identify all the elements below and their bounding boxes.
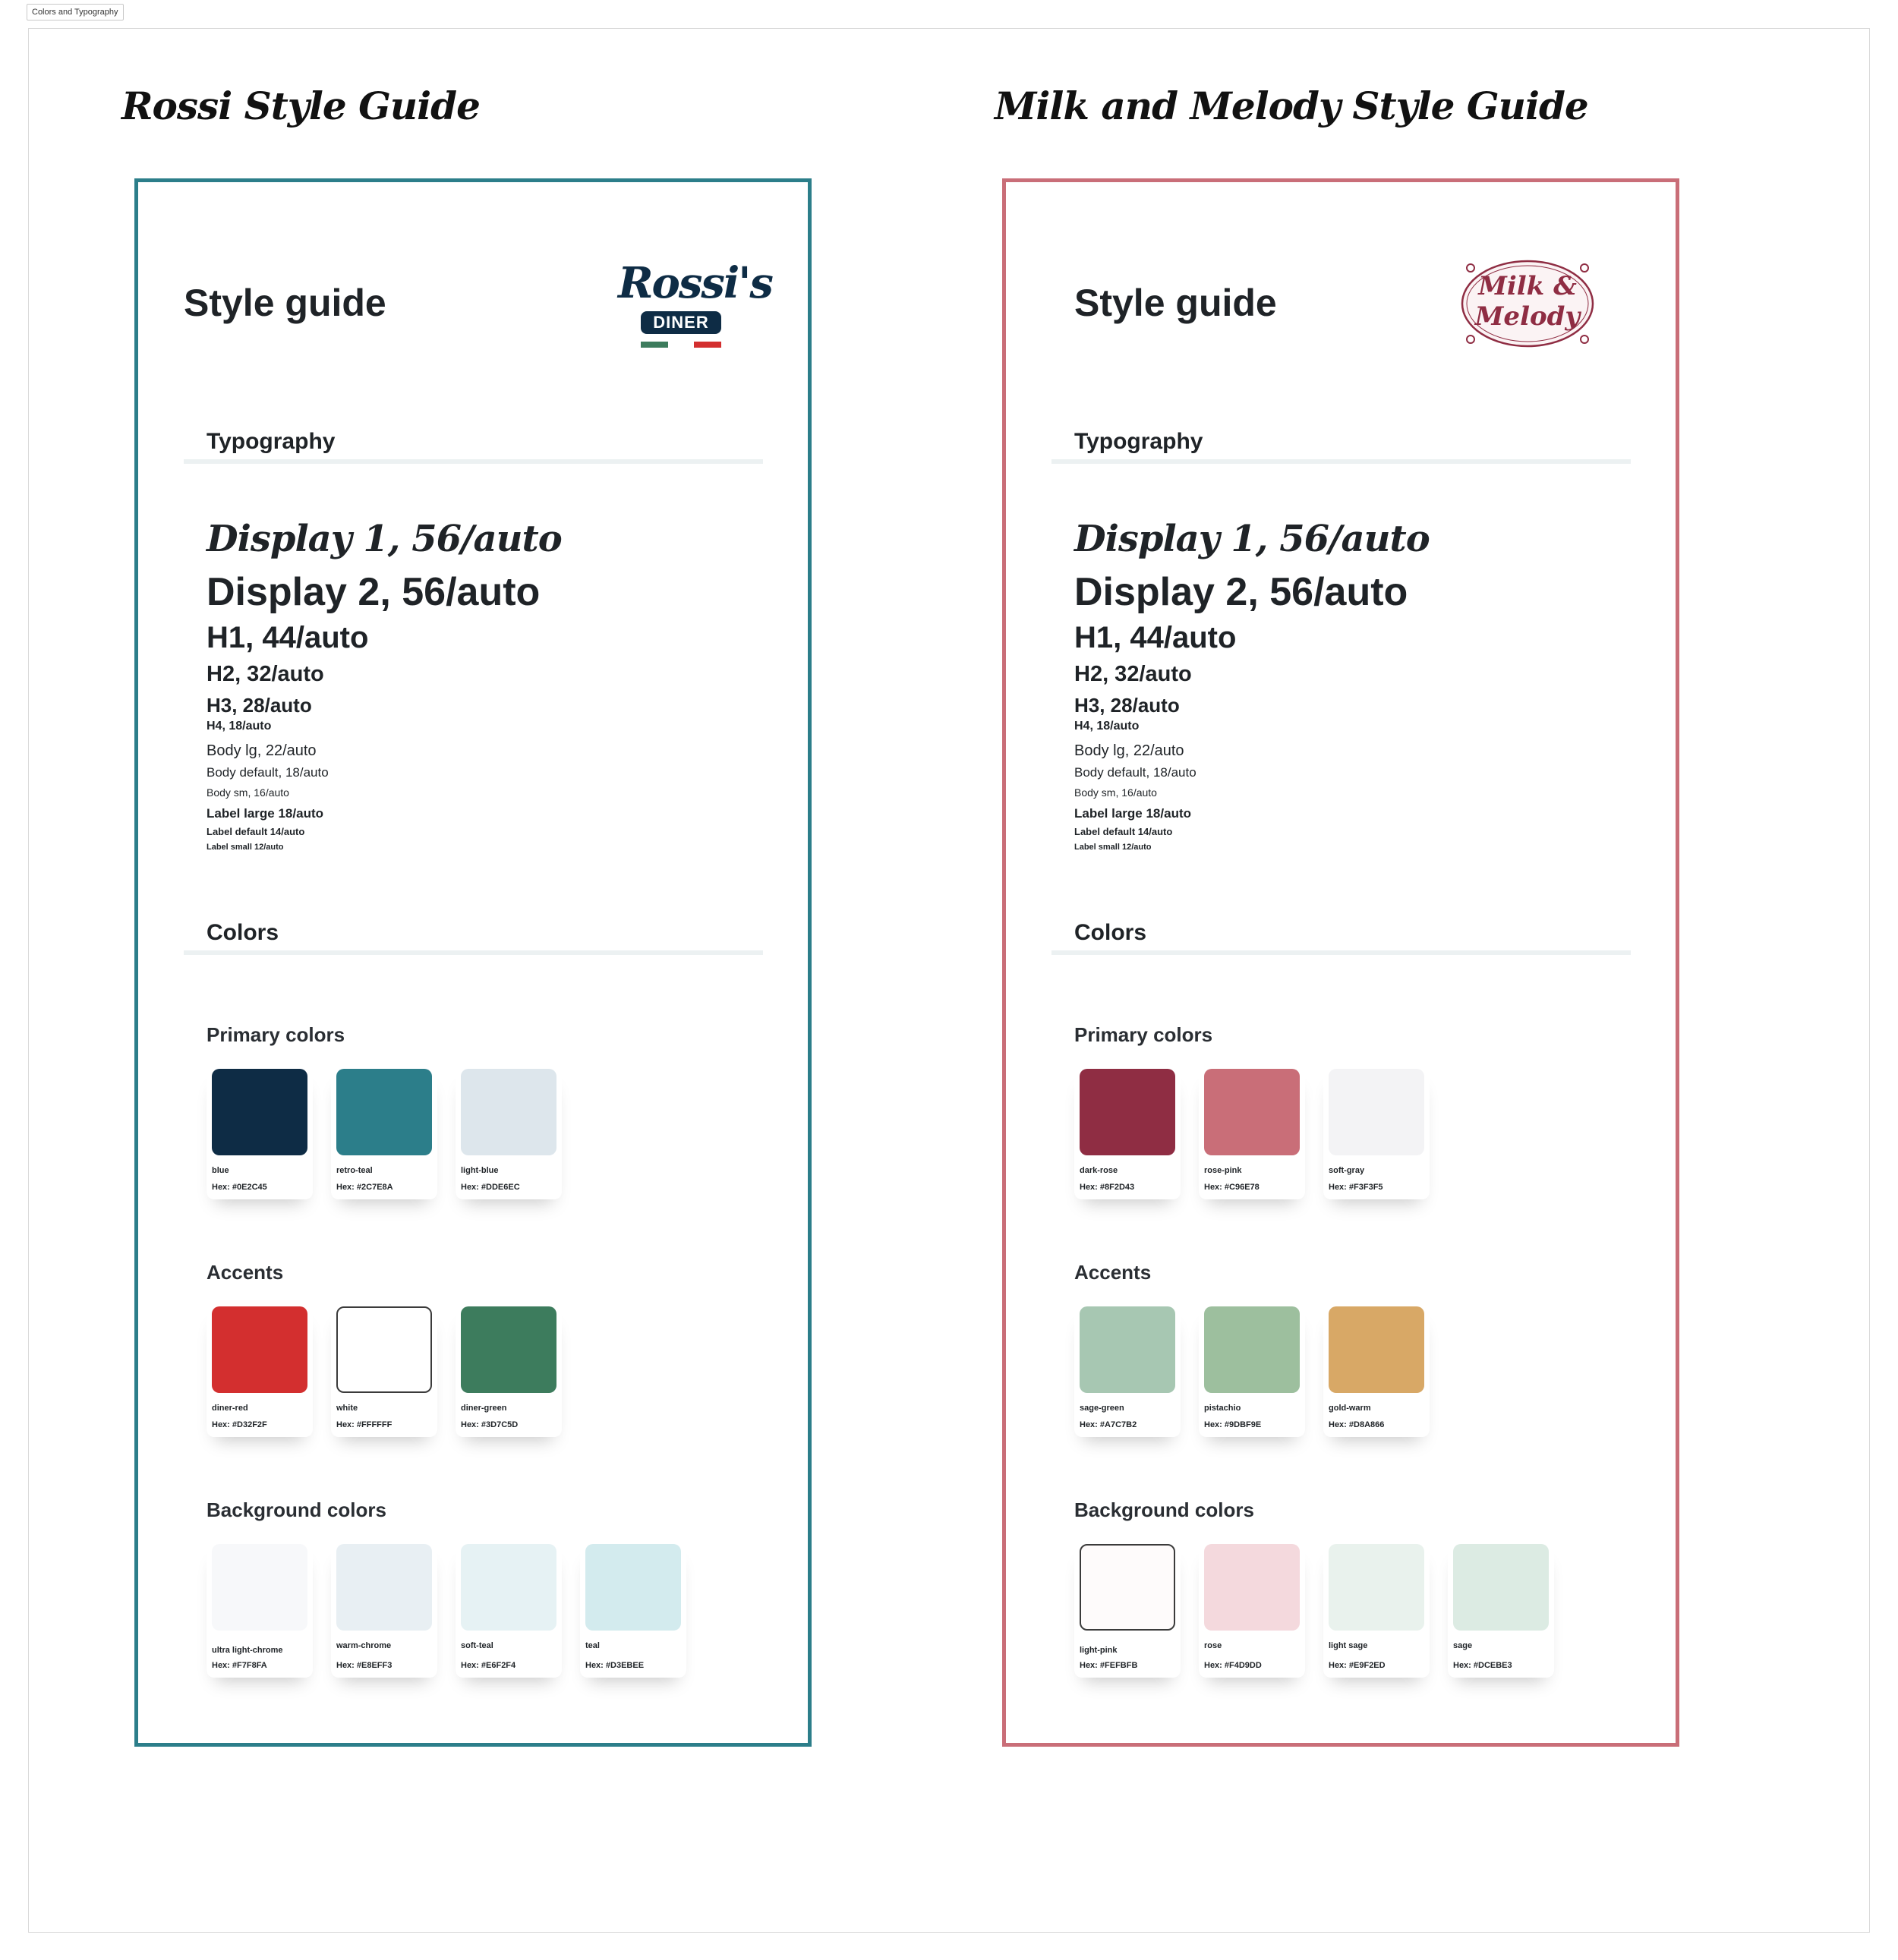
swatch-hex: Hex: #E8EFF3 bbox=[336, 1661, 393, 1670]
color-swatch[interactable] bbox=[1323, 1544, 1430, 1678]
type-display-2: Display 2, 56/auto bbox=[207, 570, 541, 614]
swatch-hex: Hex: #FFFFFF bbox=[336, 1420, 393, 1429]
rossi-logo-badge: DINER bbox=[641, 311, 721, 334]
primary-colors-heading: Primary colors bbox=[207, 1023, 345, 1046]
type-h2: H2, 32/auto bbox=[207, 662, 324, 686]
rossi-logo-stripe-red bbox=[694, 342, 721, 348]
type-label-default: Label default 14/auto bbox=[1074, 826, 1173, 837]
swatch-name: white bbox=[336, 1404, 358, 1413]
color-swatch[interactable] bbox=[207, 1544, 313, 1678]
type-label-large: Label large 18/auto bbox=[1074, 806, 1191, 821]
logo-line-2: Melody bbox=[1474, 301, 1581, 332]
rossi-logo-stripe-green bbox=[641, 342, 668, 348]
swatch-hex: Hex: #C96E78 bbox=[1204, 1183, 1260, 1192]
color-swatch[interactable] bbox=[456, 1306, 562, 1437]
type-display-1: Display 1, 56/auto bbox=[1074, 518, 1430, 560]
accents-heading: Accents bbox=[207, 1261, 284, 1284]
color-swatch[interactable] bbox=[331, 1544, 437, 1678]
color-swatch[interactable] bbox=[1199, 1306, 1305, 1437]
type-body-sm: Body sm, 16/auto bbox=[1074, 786, 1157, 799]
accent-swatches bbox=[207, 1306, 580, 1437]
accent-swatches bbox=[1074, 1306, 1448, 1437]
color-chip bbox=[1453, 1544, 1549, 1631]
swatch-hex: Hex: #2C7E8A bbox=[336, 1183, 393, 1192]
primary-colors-heading: Primary colors bbox=[1074, 1023, 1213, 1046]
color-swatch[interactable] bbox=[331, 1306, 437, 1437]
type-label-large: Label large 18/auto bbox=[207, 806, 323, 821]
swatch-hex: Hex: #FEFBFB bbox=[1080, 1661, 1138, 1670]
swatch-name: sage bbox=[1453, 1641, 1473, 1650]
swatch-name: light-blue bbox=[461, 1166, 499, 1175]
color-chip bbox=[1204, 1544, 1300, 1631]
colors-heading: Colors bbox=[207, 920, 279, 945]
background-colors-heading: Background colors bbox=[207, 1498, 386, 1521]
swatch-name: light sage bbox=[1329, 1641, 1368, 1650]
color-chip bbox=[1329, 1069, 1424, 1155]
primary-swatches bbox=[207, 1069, 580, 1199]
swatch-name: soft-gray bbox=[1329, 1166, 1365, 1175]
color-chip bbox=[461, 1306, 556, 1393]
swatch-hex: Hex: #F3F3F5 bbox=[1329, 1183, 1383, 1192]
swatch-name: rose bbox=[1204, 1641, 1222, 1650]
swatch-hex: Hex: #9DBF9E bbox=[1204, 1420, 1262, 1429]
color-chip bbox=[336, 1544, 432, 1631]
milk-and-melody-guide-heading: Milk and Melody Style Guide bbox=[995, 84, 1588, 128]
milk-and-melody-logo bbox=[1455, 254, 1600, 353]
swatch-hex: Hex: #3D7C5D bbox=[461, 1420, 519, 1429]
background-swatches bbox=[207, 1544, 705, 1678]
swatch-name: diner-green bbox=[461, 1404, 507, 1413]
swatch-name: soft-teal bbox=[461, 1641, 493, 1650]
type-label-default: Label default 14/auto bbox=[207, 826, 305, 837]
color-swatch[interactable] bbox=[1448, 1544, 1554, 1678]
swatch-name: ultra light-chrome bbox=[212, 1646, 283, 1655]
page-title: Style guide bbox=[184, 282, 386, 324]
swatch-name: light-pink bbox=[1080, 1646, 1118, 1655]
type-h1: H1, 44/auto bbox=[1074, 621, 1237, 654]
background-colors-heading: Background colors bbox=[1074, 1498, 1254, 1521]
swatch-hex: Hex: #D8A866 bbox=[1329, 1420, 1385, 1429]
typography-heading: Typography bbox=[1074, 429, 1203, 454]
type-h2: H2, 32/auto bbox=[1074, 662, 1192, 686]
swatch-hex: Hex: #8F2D43 bbox=[1080, 1183, 1135, 1192]
type-label-small: Label small 12/auto bbox=[1074, 843, 1152, 852]
swatch-name: gold-warm bbox=[1329, 1404, 1371, 1413]
color-swatch[interactable] bbox=[1074, 1306, 1181, 1437]
color-swatch[interactable] bbox=[1199, 1069, 1305, 1199]
color-chip bbox=[212, 1544, 307, 1631]
rossi-logo bbox=[618, 258, 772, 357]
swatch-name: diner-red bbox=[212, 1404, 248, 1413]
type-body-sm: Body sm, 16/auto bbox=[207, 786, 289, 799]
logo-line-1: Milk & bbox=[1478, 271, 1577, 301]
color-chip bbox=[212, 1069, 307, 1155]
swatch-name: rose-pink bbox=[1204, 1166, 1242, 1175]
swatch-hex: Hex: #F7F8FA bbox=[212, 1661, 267, 1670]
color-swatch[interactable] bbox=[1074, 1544, 1181, 1678]
color-swatch[interactable] bbox=[1323, 1069, 1430, 1199]
color-swatch[interactable] bbox=[1323, 1306, 1430, 1437]
swatch-hex: Hex: #A7C7B2 bbox=[1080, 1420, 1137, 1429]
type-label-small: Label small 12/auto bbox=[207, 843, 284, 852]
swatch-hex: Hex: #DCEBE3 bbox=[1453, 1661, 1512, 1670]
color-swatch[interactable] bbox=[207, 1069, 313, 1199]
typography-section-header bbox=[1051, 429, 1631, 464]
colors-section-header bbox=[1051, 920, 1631, 955]
swatch-name: sage-green bbox=[1080, 1404, 1124, 1413]
color-chip bbox=[461, 1069, 556, 1155]
color-swatch[interactable] bbox=[207, 1306, 313, 1437]
color-chip bbox=[1329, 1306, 1424, 1393]
color-swatch[interactable] bbox=[1074, 1069, 1181, 1199]
typography-samples bbox=[207, 518, 562, 856]
swatch-name: pistachio bbox=[1204, 1404, 1241, 1413]
color-chip bbox=[585, 1544, 681, 1631]
color-swatch[interactable] bbox=[456, 1069, 562, 1199]
swatch-hex: Hex: #E9F2ED bbox=[1329, 1661, 1386, 1670]
type-h4: H4, 18/auto bbox=[207, 720, 272, 733]
typography-heading: Typography bbox=[207, 429, 336, 454]
type-body-lg: Body lg, 22/auto bbox=[207, 742, 317, 759]
swatch-hex: Hex: #D3EBEE bbox=[585, 1661, 645, 1670]
color-chip bbox=[1080, 1544, 1175, 1631]
swatch-name: retro-teal bbox=[336, 1166, 373, 1175]
rossi-logo-wordmark: Rossi's bbox=[618, 258, 772, 308]
color-chip bbox=[1329, 1544, 1424, 1631]
type-display-1: Display 1, 56/auto bbox=[207, 518, 562, 560]
rossi-style-guide-card[interactable] bbox=[134, 178, 812, 1747]
color-swatch[interactable] bbox=[331, 1069, 437, 1199]
colors-section-header bbox=[184, 920, 763, 955]
color-swatch[interactable] bbox=[1199, 1544, 1305, 1678]
color-chip bbox=[1080, 1069, 1175, 1155]
type-h4: H4, 18/auto bbox=[1074, 720, 1140, 733]
color-chip bbox=[1204, 1306, 1300, 1393]
background-swatches bbox=[1074, 1544, 1572, 1678]
color-swatch[interactable] bbox=[580, 1544, 686, 1678]
type-body-default: Body default, 18/auto bbox=[1074, 765, 1196, 780]
swatch-name: teal bbox=[585, 1641, 600, 1650]
swatch-hex: Hex: #D32F2F bbox=[212, 1420, 267, 1429]
swatch-hex: Hex: #E6F2F4 bbox=[461, 1661, 516, 1670]
color-chip bbox=[1080, 1306, 1175, 1393]
colors-heading: Colors bbox=[1074, 920, 1147, 945]
color-chip bbox=[336, 1069, 432, 1155]
color-swatch[interactable] bbox=[456, 1544, 562, 1678]
type-body-default: Body default, 18/auto bbox=[207, 765, 329, 780]
accents-heading: Accents bbox=[1074, 1261, 1152, 1284]
type-h3: H3, 28/auto bbox=[1074, 694, 1180, 717]
swatch-name: warm-chrome bbox=[336, 1641, 392, 1650]
swatch-name: blue bbox=[212, 1166, 229, 1175]
swatch-hex: Hex: #DDE6EC bbox=[461, 1183, 520, 1192]
rossi-guide-heading: Rossi Style Guide bbox=[121, 84, 480, 128]
swatch-name: dark-rose bbox=[1080, 1166, 1118, 1175]
type-h1: H1, 44/auto bbox=[207, 621, 369, 654]
page-title: Style guide bbox=[1074, 282, 1277, 324]
color-chip bbox=[336, 1306, 432, 1393]
color-chip bbox=[212, 1306, 307, 1393]
primary-swatches bbox=[1074, 1069, 1448, 1199]
color-chip bbox=[461, 1544, 556, 1631]
milk-and-melody-style-guide-card[interactable] bbox=[1002, 178, 1679, 1747]
swatch-hex: Hex: #F4D9DD bbox=[1204, 1661, 1262, 1670]
frame-label[interactable]: Colors and Typography bbox=[27, 4, 124, 20]
color-chip bbox=[1204, 1069, 1300, 1155]
type-body-lg: Body lg, 22/auto bbox=[1074, 742, 1184, 759]
type-h3: H3, 28/auto bbox=[207, 694, 312, 717]
swatch-hex: Hex: #0E2C45 bbox=[212, 1183, 267, 1192]
typography-samples bbox=[1074, 518, 1430, 856]
type-display-2: Display 2, 56/auto bbox=[1074, 570, 1408, 614]
typography-section-header bbox=[184, 429, 763, 464]
